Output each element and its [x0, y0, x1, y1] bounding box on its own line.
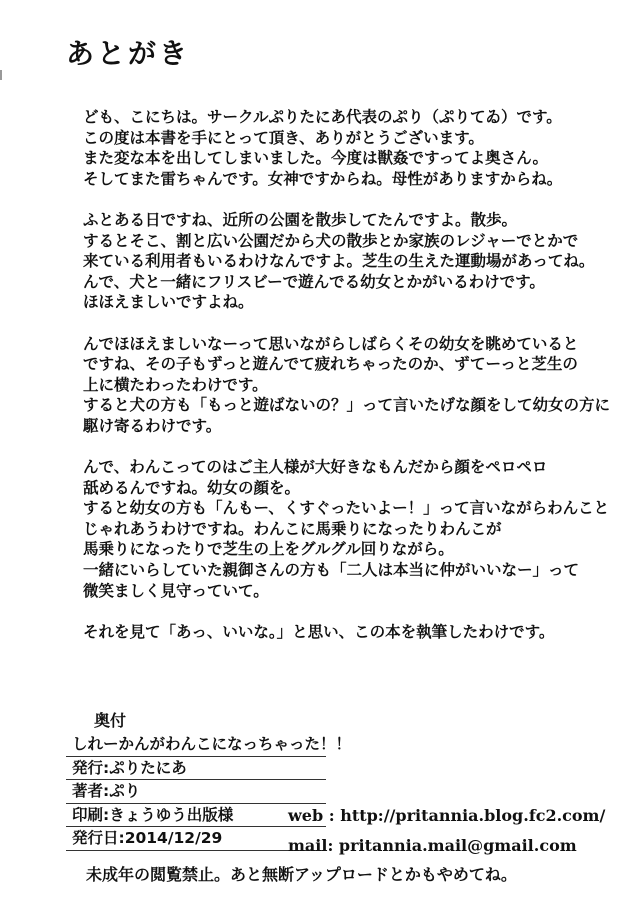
colophon-printer: 印刷:きょうゆう出版様	[66, 804, 326, 828]
text-line: すると幼女の方も「んもー、くすぐったいよー！」って言いながらわんこと	[83, 499, 610, 518]
colophon-author: 著者:ぷり	[66, 780, 326, 804]
text-line: 来ている利用者もいるわけなんですよ。芝生の生えた運動場があってね。	[83, 252, 595, 271]
text-line: すると犬の方も「もっと遊ばないの？」って言いたげな顔をして幼女の方に	[83, 396, 611, 415]
afterword-paragraph	[83, 457, 623, 601]
text-line: 微笑ましく見守っていて。	[83, 581, 269, 600]
notice-text: 未成年の閲覧禁止。あと無断アップロードとかもやめてね。	[86, 865, 517, 884]
afterword-paragraph	[83, 334, 623, 437]
text-line: ですね、その子もずっと遊んでて疲れちゃったのか、ずてーっと芝生の	[83, 355, 578, 374]
text-line: 駆け寄るわけです。	[83, 416, 222, 435]
text-line: ども、こにちは。サークルぷりたにあ代表のぷり（ぷりてゐ）です。	[83, 108, 562, 126]
colophon-publisher: 発行:ぷりたにあ	[66, 757, 326, 781]
text-line: 一緒にいらしていた親御さんの方も「二人は本当に仲がいいなー」って	[83, 561, 580, 580]
text-line: 上に横たわったわけです。	[83, 375, 268, 394]
contact-block	[288, 801, 605, 861]
text-line: んでほほえましいなーって思いながらしばらくその幼女を眺めていると	[83, 334, 579, 353]
text-line: ほほえましいですよね。	[83, 293, 254, 312]
afterword-body	[83, 107, 623, 663]
colophon-block	[66, 733, 352, 851]
text-line: それを見て「あっ、いいな。」と思い、この本を執筆したわけです。	[83, 622, 555, 641]
text-line: 舐めるんですね。幼女の顔を。	[83, 478, 301, 497]
afterword-paragraph	[83, 622, 623, 643]
colophon-book-title: しれーかんがわんこになっちゃった！！	[66, 733, 326, 757]
text-line: ふとある日ですね、近所の公園を散歩してたんですよ。散歩。	[83, 210, 518, 229]
page-edge-mark	[0, 70, 2, 80]
text-line: 馬乗りになったりで芝生の上をグルグル回りながら。	[83, 540, 454, 559]
page-title: あとがき	[66, 37, 191, 70]
afterword-paragraph	[83, 107, 623, 189]
afterword-paragraph	[83, 210, 623, 313]
text-line: んで、わんこってのはご主人様が大好きなもんだから顔をペロペロ	[83, 458, 548, 477]
text-line: じゃれあうわけですね。わんこに馬乗りになったりわんこが	[83, 519, 502, 538]
text-line: するとそこ、割と広い公園だから犬の散歩とか家族のレジャーでとかで	[83, 231, 579, 250]
text-line: んで、犬と一緒にフリスビーで遊んでる幼女とかがいるわけです。	[83, 272, 545, 291]
colophon-date: 発行日:2014/12/29	[66, 827, 326, 851]
text-line: この度は本書を手にとって頂き、ありがとうございます。	[83, 128, 484, 147]
contact-mail-link[interactable]: mail: pritannia.mail@gmail.com	[288, 836, 577, 855]
text-line: そしてまた雷ちゃんです。女神ですからね。母性がありますからね。	[83, 169, 563, 188]
colophon-heading: 奥付	[94, 711, 127, 730]
contact-web-link[interactable]: web : http://pritannia.blog.fc2.com/	[288, 806, 606, 825]
text-line: また変な本を出してしまいました。今度は獣姦ですってよ奥さん。	[83, 149, 549, 168]
